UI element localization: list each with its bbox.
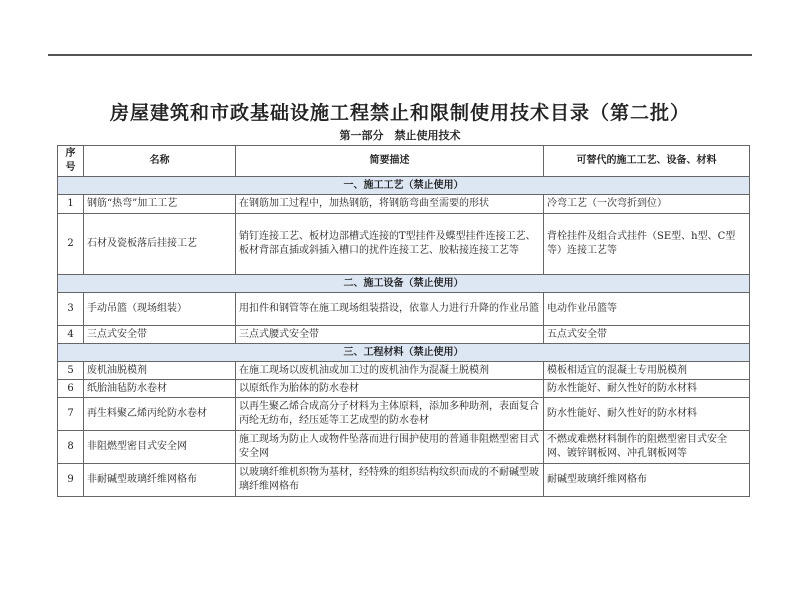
section-row-materials	[58, 344, 750, 362]
table-row	[58, 214, 750, 275]
row-description: 在施工现场以废机油或加工过的废机油作为混凝土脱模剂	[236, 362, 544, 380]
row-name: 非耐碱型玻璃纤维网格布	[84, 464, 236, 497]
table-row	[58, 431, 750, 464]
table-row	[58, 293, 750, 326]
row-description: 以再生聚乙烯合成高分子材料为主体原料，添加多种助剂，表面复合丙纶无纺布，经压延等工艺成型的防水卷材	[236, 398, 544, 431]
row-alternative: 模板相适宜的混凝土专用脱模剂	[544, 362, 750, 380]
row-alternative: 冷弯工艺（一次弯折到位）	[544, 195, 750, 214]
section-row-process	[58, 177, 750, 195]
section-title: 三、工程材料（禁止使用）	[58, 344, 750, 362]
row-description: 以玻璃纤维机织物为基材，经特殊的组织结构纹织而成的不耐碱型玻璃纤维网格布	[236, 464, 544, 497]
column-header-no: 序号	[58, 146, 84, 177]
document-subtitle: 第一部分 禁止使用技术	[339, 129, 461, 142]
table-row	[58, 398, 750, 431]
row-number: 8	[58, 431, 84, 464]
row-number: 1	[58, 195, 84, 214]
row-number: 9	[58, 464, 84, 497]
row-alternative: 电动作业吊篮等	[544, 293, 750, 326]
technology-catalog-table	[57, 145, 750, 497]
row-number: 7	[58, 398, 84, 431]
row-alternative: 不燃或难燃材料制作的阻燃型密目式安全网、镀锌钢板网、冲孔钢板网等	[544, 431, 750, 464]
table-header-row	[58, 146, 750, 177]
row-alternative: 五点式安全带	[544, 326, 750, 344]
row-description: 三点式腰式安全带	[236, 326, 544, 344]
row-alternative: 耐碱型玻璃纤维网格布	[544, 464, 750, 497]
row-number: 4	[58, 326, 84, 344]
row-description: 用扣件和钢管等在施工现场组装搭设，依靠人力进行升降的作业吊篮	[236, 293, 544, 326]
table-row	[58, 464, 750, 497]
section-title: 一、施工工艺（禁止使用）	[58, 177, 750, 195]
section-row-equipment	[58, 275, 750, 293]
document-title: 房屋建筑和市政基础设施工程禁止和限制使用技术目录（第二批）	[109, 102, 690, 124]
section-title: 二、施工设备（禁止使用）	[58, 275, 750, 293]
row-name: 手动吊篮（现场组装）	[84, 293, 236, 326]
row-description: 施工现场为防止人或物件坠落而进行围护使用的普通非阻燃型密目式安全网	[236, 431, 544, 464]
row-description: 以原纸作为胎体的防水卷材	[236, 380, 544, 398]
row-name: 再生料聚乙烯丙纶防水卷材	[84, 398, 236, 431]
row-number: 6	[58, 380, 84, 398]
table-row	[58, 195, 750, 214]
row-number: 3	[58, 293, 84, 326]
table-row	[58, 380, 750, 398]
table-row	[58, 326, 750, 344]
row-name: 非阻燃型密目式安全网	[84, 431, 236, 464]
column-header-name: 名称	[84, 146, 236, 177]
column-header-alt: 可替代的施工工艺、设备、材料	[544, 146, 750, 177]
row-alternative: 背栓挂件及组合式挂件（SE型、h型、C型等）连接工艺等	[544, 214, 750, 275]
row-description: 销钉连接工艺、板材边部槽式连接的T型挂件及蝶型挂件连接工艺、板材背部直插或斜插入槽口的扰件连接工艺、胶粘接连接工艺等	[236, 214, 544, 275]
row-name: 纸胎油毡防水卷材	[84, 380, 236, 398]
column-header-desc: 简要描述	[236, 146, 544, 177]
row-alternative: 防水性能好、耐久性好的防水材料	[544, 398, 750, 431]
row-name: 三点式安全带	[84, 326, 236, 344]
row-name: 石材及瓷板落后挂接工艺	[84, 214, 236, 275]
table-row	[58, 362, 750, 380]
row-description: 在钢筋加工过程中，加热钢筋，将钢筋弯曲至需要的形状	[236, 195, 544, 214]
row-alternative: 防水性能好、耐久性好的防水材料	[544, 380, 750, 398]
header-rule	[48, 54, 752, 56]
row-name: 废机油脱模剂	[84, 362, 236, 380]
row-number: 2	[58, 214, 84, 275]
row-number: 5	[58, 362, 84, 380]
row-name: 钢筋“热弯”加工工艺	[84, 195, 236, 214]
